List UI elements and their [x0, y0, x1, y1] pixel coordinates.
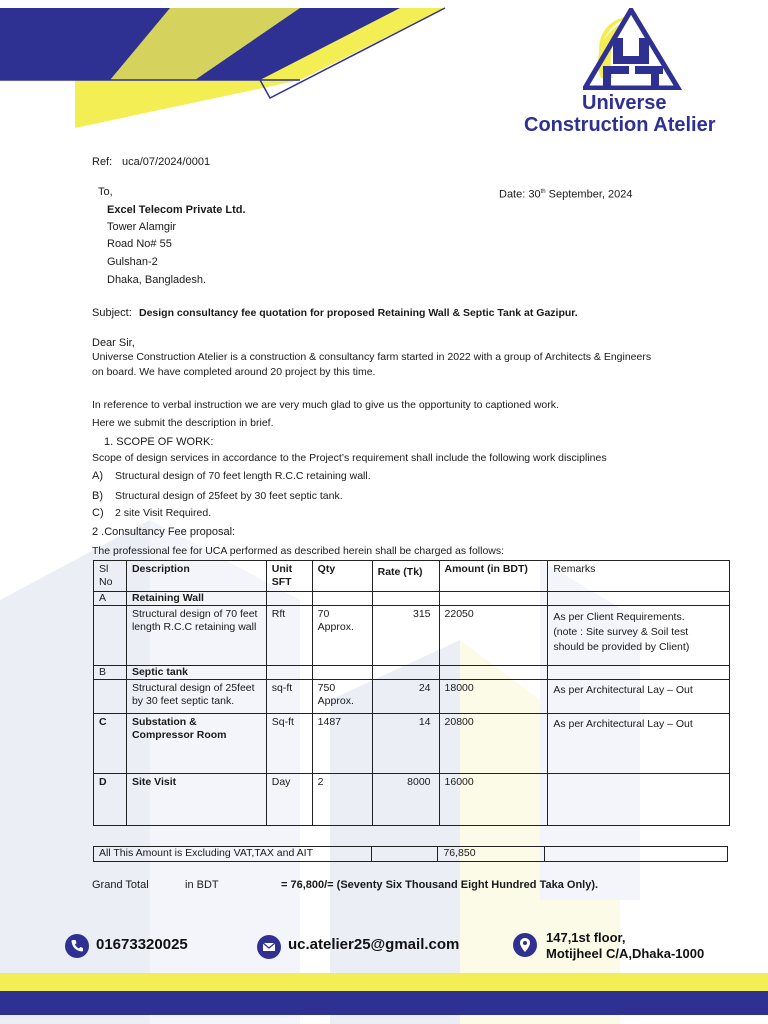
header-qty: Qty [312, 561, 372, 592]
recipient-line4: Dhaka, Bangladesh. [107, 274, 207, 286]
header-sl: Sl No [94, 561, 127, 592]
row-b-rate: 24 [372, 680, 439, 714]
row-a-amount: 22050 [439, 606, 548, 666]
ref-label: Ref: [92, 156, 113, 168]
fee-table [93, 560, 730, 826]
total-table [93, 846, 728, 862]
grand-total-unit: in BDT [185, 879, 219, 891]
row-a-remarks: As per Client Requirements. (note : Site survey & Soil test should be provided by Client) [548, 606, 730, 666]
subject-text: Design consultancy fee quotation for proposed Retaining Wall & Septic Tank at Gazipur. [139, 307, 578, 319]
grand-total-label: Grand Total [92, 879, 149, 891]
header-rate: Rate (Tk) [372, 561, 439, 592]
row-c-unit: Sq-ft [266, 714, 312, 774]
recipient-line2: Road No# 55 [107, 238, 172, 250]
fee-intro: The professional fee for UCA performed as described herein shall be charged as follows: [92, 545, 505, 557]
row-b-remarks: As per Architectural Lay – Out [548, 680, 730, 714]
email-address: uc.atelier25@gmail.com [288, 936, 460, 953]
header-amount: Amount (in BDT) [439, 561, 548, 592]
footer-primary-bar [0, 991, 768, 1015]
table-row [94, 606, 730, 666]
row-c-label: C [94, 714, 127, 774]
recipient-line1: Tower Alamgir [107, 221, 177, 233]
scope-item-b: Structural design of 25feet by 30 feet septic tank. [115, 490, 343, 502]
scope-item-a: Structural design of 70 feet length R.C.C retaining wall. [115, 470, 371, 482]
row-d-title: Site Visit [126, 774, 266, 826]
row-c-remarks: As per Architectural Lay – Out [548, 714, 730, 774]
salutation: Dear Sir, [92, 337, 135, 349]
table-row [94, 774, 730, 826]
scope-intro: Scope of design services in accordance to the Project’s requirement shall include the following work disciplines [92, 452, 607, 464]
recipient-line3: Gulshan-2 [107, 256, 158, 268]
scope-item-c: 2 site Visit Required. [115, 507, 212, 519]
row-c-amount: 20800 [439, 714, 548, 774]
scope-item-b-marker: B) [92, 490, 103, 502]
address-line2: Motijheel C/A,Dhaka-1000 [546, 946, 705, 961]
row-b-amount: 18000 [439, 680, 548, 714]
date-label: Date: 30 [499, 188, 541, 201]
intro-line2: on board. We have completed around 20 project by this time. [92, 366, 376, 378]
brand-name-line2: Construction Atelier [524, 114, 716, 136]
row-d-label: D [94, 774, 127, 826]
row-a-unit: Rft [266, 606, 312, 666]
row-b-qty: 750 Approx. [312, 680, 372, 714]
scope-item-c-marker: C) [92, 507, 104, 519]
row-a-rate: 315 [372, 606, 439, 666]
to-label: To, [98, 186, 113, 198]
mail-icon [257, 935, 281, 959]
table-row [94, 714, 730, 774]
total-amount: 76,850 [438, 847, 545, 862]
total-row [94, 847, 728, 862]
row-b-title: Septic tank [126, 666, 266, 680]
header-description: Description [126, 561, 266, 592]
total-note: All This Amount is Excluding VAT,TAX and AIT [94, 847, 372, 862]
reference-line: In reference to verbal instruction we are very much glad to give us the opportunity to captioned work. [92, 399, 559, 411]
header-unit: Unit SFT [266, 561, 312, 592]
row-d-unit: Day [266, 774, 312, 826]
table-row [94, 666, 730, 680]
brand-name-line1: Universe [582, 92, 667, 114]
row-c-title: Substation & Compressor Room [126, 714, 266, 774]
location-pin-icon [513, 933, 537, 959]
recipient-company: Excel Telecom Private Ltd. [107, 204, 246, 216]
ref-value: uca/07/2024/0001 [122, 156, 211, 168]
scope-item-a-marker: A) [92, 470, 103, 482]
table-row [94, 680, 730, 714]
row-c-rate: 14 [372, 714, 439, 774]
scope-heading: 1. SCOPE OF WORK: [104, 436, 214, 448]
footer-accent-bar [0, 973, 768, 991]
header-remarks: Remarks [548, 561, 730, 592]
submit-line: Here we submit the description in brief. [92, 417, 274, 429]
row-c-qty: 1487 [312, 714, 372, 774]
date-suffix: th [540, 189, 546, 195]
row-a-qty: 70 Approx. [312, 606, 372, 666]
table-row [94, 592, 730, 606]
subject-label: Subject: [92, 307, 132, 319]
row-b-unit: sq-ft [266, 680, 312, 714]
row-b-label: B [94, 666, 127, 680]
letter-date [499, 185, 632, 202]
row-a-title: Retaining Wall [126, 592, 266, 606]
table-header-row [94, 561, 730, 592]
fee-heading: 2 .Consultancy Fee proposal: [92, 526, 236, 538]
row-a-desc: Structural design of 70 feet length R.C.C retaining wall [126, 606, 266, 666]
row-d-amount: 16000 [439, 774, 548, 826]
header-graphic [0, 0, 460, 130]
row-d-qty: 2 [312, 774, 372, 826]
row-d-rate: 8000 [372, 774, 439, 826]
row-b-desc: Structural design of 25feet by 30 feet septic tank. [126, 680, 266, 714]
date-rest: September, 2024 [548, 188, 633, 201]
company-logo [583, 8, 683, 90]
grand-total-value: = 76,800/= (Seventy Six Thousand Eight Hundred Taka Only). [281, 879, 599, 891]
phone-number: 01673320025 [96, 936, 188, 953]
row-a-label: A [94, 592, 127, 606]
phone-icon [65, 934, 89, 958]
address-line1: 147,1st floor, [546, 930, 626, 945]
intro-line1: Universe Construction Atelier is a construction & consultancy farm started in 2022 with a group of Architects & Engineers [92, 351, 652, 363]
